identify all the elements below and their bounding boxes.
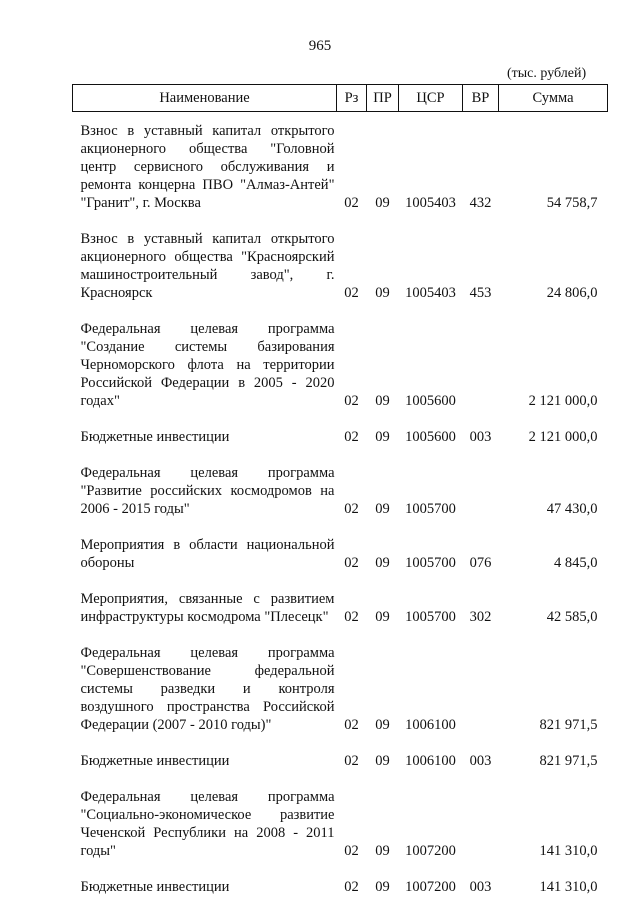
cell-pr: 09	[375, 285, 390, 301]
row-spacer	[73, 302, 608, 320]
table-row	[73, 428, 608, 446]
cell-sum: 141 310,0	[539, 843, 598, 859]
cell-csr: 1005600	[405, 393, 456, 409]
units-label: (тыс. рублей)	[507, 66, 587, 81]
row-spacer-cell	[73, 112, 608, 123]
cell-vr: 003	[469, 879, 492, 895]
table-row	[73, 122, 608, 212]
row-spacer	[73, 212, 608, 230]
cell-rz: 02	[344, 393, 359, 409]
cell-csr: 1005600	[405, 429, 456, 445]
row-spacer-cell	[73, 734, 608, 752]
cell-csr: 1006100	[405, 717, 456, 733]
cell-name: Федеральная целевая программа "Социально-экономическое развитие Чеченской Республики на 2008 - 2011 годы"	[80, 789, 335, 859]
header-csr: ЦСР	[399, 85, 463, 112]
cell-vr	[463, 320, 499, 410]
header-vr: ВР	[463, 85, 499, 112]
cell-name: Федеральная целевая программа "Развитие российских космодромов на 2006 - 2015 годы"	[80, 465, 335, 517]
cell-sum: 24 806,0	[546, 285, 598, 301]
cell-pr: 09	[375, 393, 390, 409]
cell-name: Федеральная целевая программа "Создание системы базирования Черноморского флота на территории Российской Федерации в 2005 - 2020 годах"	[80, 321, 335, 409]
row-spacer-cell	[73, 572, 608, 590]
row-spacer	[73, 518, 608, 536]
cell-rz: 02	[344, 843, 359, 859]
cell-name: Мероприятия, связанные с развитием инфраструктуры космодрома "Плесецк"	[80, 591, 335, 625]
cell-rz: 02	[344, 429, 359, 445]
header-name: Наименование	[73, 85, 337, 112]
row-spacer	[73, 734, 608, 752]
cell-pr: 09	[375, 717, 390, 733]
cell-sum: 821 971,5	[539, 717, 598, 733]
table-body	[73, 112, 608, 897]
cell-pr: 09	[375, 843, 390, 859]
cell-pr: 09	[375, 609, 390, 625]
cell-rz: 02	[344, 879, 359, 895]
budget-table	[72, 84, 608, 896]
cell-sum: 4 845,0	[554, 555, 598, 571]
table-row	[73, 788, 608, 860]
cell-csr: 1005403	[405, 195, 456, 211]
table-row	[73, 230, 608, 302]
row-spacer	[73, 446, 608, 464]
cell-sum: 821 971,5	[539, 753, 598, 769]
cell-csr: 1007200	[405, 879, 456, 895]
row-spacer	[73, 626, 608, 644]
header-sum: Сумма	[499, 85, 608, 112]
table-row	[73, 590, 608, 626]
cell-vr	[463, 644, 499, 734]
cell-pr: 09	[375, 429, 390, 445]
row-spacer	[73, 860, 608, 878]
cell-name: Бюджетные инвестиции	[80, 429, 230, 445]
cell-sum: 141 310,0	[539, 879, 598, 895]
table-row	[73, 320, 608, 410]
cell-vr: 302	[469, 609, 492, 625]
row-spacer	[73, 770, 608, 788]
cell-sum: 54 758,7	[546, 195, 598, 211]
cell-pr: 09	[375, 195, 390, 211]
table-row	[73, 464, 608, 518]
table-row	[73, 536, 608, 572]
cell-rz: 02	[344, 717, 359, 733]
row-spacer-cell	[73, 410, 608, 428]
cell-csr: 1005700	[405, 609, 456, 625]
cell-csr: 1007200	[405, 843, 456, 859]
cell-pr: 09	[375, 555, 390, 571]
cell-name: Взнос в уставный капитал открытого акционерного общества "Красноярский машиностроительный завод", г. Красноярск	[80, 231, 335, 301]
cell-pr: 09	[375, 501, 390, 517]
cell-rz: 02	[344, 609, 359, 625]
table-row	[73, 878, 608, 896]
cell-name: Взнос в уставный капитал открытого акционерного общества "Головной центр сервисного обслуживания и ремонта концерна ПВО "Алмаз-Антей" "Гранит", г. Москва	[80, 123, 335, 211]
cell-rz: 02	[344, 753, 359, 769]
table-header	[73, 85, 608, 112]
cell-csr: 1005700	[405, 501, 456, 517]
row-spacer-cell	[73, 302, 608, 320]
table-row	[73, 644, 608, 734]
cell-vr: 432	[469, 195, 492, 211]
row-spacer-cell	[73, 770, 608, 788]
cell-sum: 2 121 000,0	[528, 429, 598, 445]
row-spacer	[73, 410, 608, 428]
cell-vr	[463, 464, 499, 518]
row-spacer-cell	[73, 626, 608, 644]
header-rz: Рз	[337, 85, 367, 112]
cell-sum: 47 430,0	[546, 501, 598, 517]
cell-rz: 02	[344, 555, 359, 571]
cell-csr: 1005700	[405, 555, 456, 571]
cell-vr: 003	[469, 429, 492, 445]
row-spacer-cell	[73, 446, 608, 464]
row-spacer-cell	[73, 212, 608, 230]
cell-vr: 453	[469, 285, 492, 301]
page-number: 965	[308, 38, 332, 54]
row-spacer-cell	[73, 518, 608, 536]
cell-csr: 1006100	[405, 753, 456, 769]
header-pr: ПР	[367, 85, 399, 112]
cell-vr: 076	[469, 555, 492, 571]
row-spacer	[73, 572, 608, 590]
cell-pr: 09	[375, 879, 390, 895]
cell-name: Бюджетные инвестиции	[80, 753, 230, 769]
row-spacer-cell	[73, 860, 608, 878]
cell-csr: 1005403	[405, 285, 456, 301]
cell-rz: 02	[344, 501, 359, 517]
cell-pr: 09	[375, 753, 390, 769]
cell-vr: 003	[469, 753, 492, 769]
cell-name: Федеральная целевая программа "Совершенствование федеральной системы разведки и контроля воздушного пространства Российской Федерации (2007 - 2010 годы)"	[80, 645, 335, 733]
cell-sum: 2 121 000,0	[528, 393, 598, 409]
cell-vr	[463, 788, 499, 860]
cell-name: Мероприятия в области национальной обороны	[80, 537, 335, 571]
cell-name: Бюджетные инвестиции	[80, 879, 230, 895]
table-row	[73, 752, 608, 770]
row-spacer	[73, 112, 608, 123]
cell-rz: 02	[344, 285, 359, 301]
cell-rz: 02	[344, 195, 359, 211]
cell-sum: 42 585,0	[546, 609, 598, 625]
